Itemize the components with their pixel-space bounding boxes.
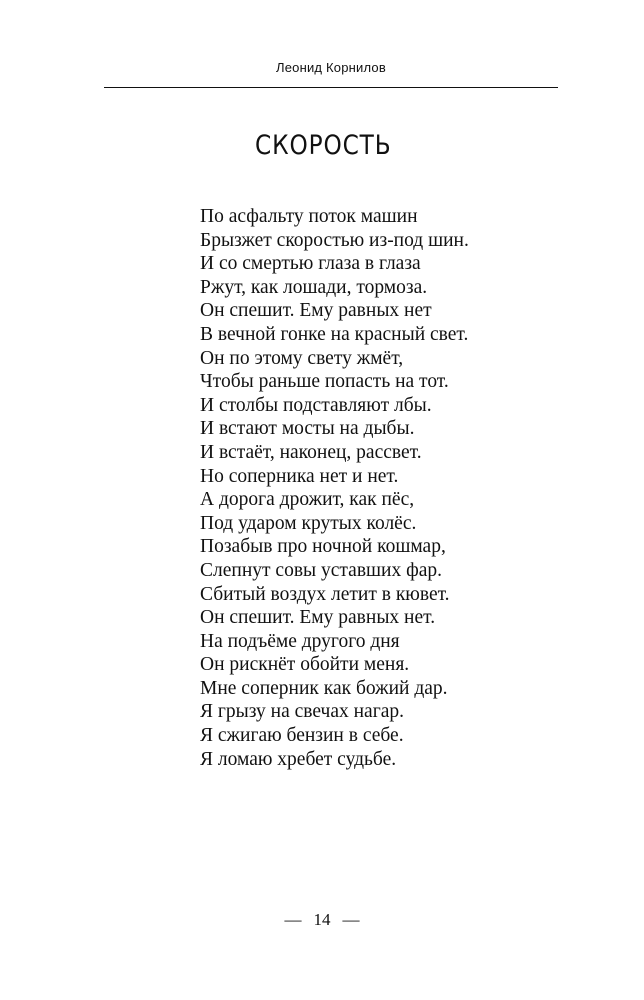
poem-line: И столбы подставляют лбы. — [200, 394, 432, 416]
poem-line: Ржут, как лошади, тормоза. — [200, 276, 428, 298]
poem-line: Слепнут совы уставших фар. — [200, 559, 443, 581]
poem-title: СКОРОСТЬ — [255, 130, 392, 161]
poem-line: Я грызу на свечах нагар. — [200, 701, 404, 723]
header-rule — [104, 87, 558, 88]
poem-line: И со смертью глаза в глаза — [200, 253, 421, 275]
poem-line: Под ударом крутых колёс. — [200, 512, 417, 534]
poem-line: Позабыв про ночной кошмар, — [200, 536, 446, 558]
page-number: 14 — [313, 910, 331, 929]
poem-line: А дорога дрожит, как пёс, — [200, 489, 415, 511]
poem-line: Он рискнёт обойти меня. — [200, 654, 410, 676]
poem-line: В вечной гонке на красный свет. — [200, 323, 469, 345]
poem-line: По асфальту поток машин — [200, 206, 418, 227]
poem-line: Он спешит. Ему равных нет. — [200, 607, 436, 629]
poem-line: На подъёме другого дня — [200, 630, 400, 652]
poem-line: Я ломаю хребет судьбе. — [200, 748, 397, 770]
poem-line: И встаёт, наконец, рассвет. — [200, 441, 422, 463]
poem-line: Чтобы раньше попасть на тот. — [200, 371, 449, 393]
page-footer — [0, 910, 644, 930]
footer-dash-left: — — [284, 910, 302, 929]
poem-stanza — [200, 205, 560, 771]
footer-dash-right: — — [342, 910, 360, 929]
poem-line: Брызжет скоростью из-под шин. — [200, 229, 469, 251]
poem-line: Он спешит. Ему равных нет — [200, 300, 432, 322]
poem-line: Он по этому свету жмёт, — [200, 347, 404, 369]
poem-line: Но соперника нет и нет. — [200, 465, 399, 487]
poem-line: Я сжигаю бензин в себе. — [200, 725, 404, 747]
poem-line: Мне соперник как божий дар. — [200, 677, 448, 699]
poem-line: И встают мосты на дыбы. — [200, 418, 415, 440]
running-header-author: Леонид Корнилов — [276, 60, 386, 75]
poem-line: Сбитый воздух летит в кювет. — [200, 583, 450, 605]
